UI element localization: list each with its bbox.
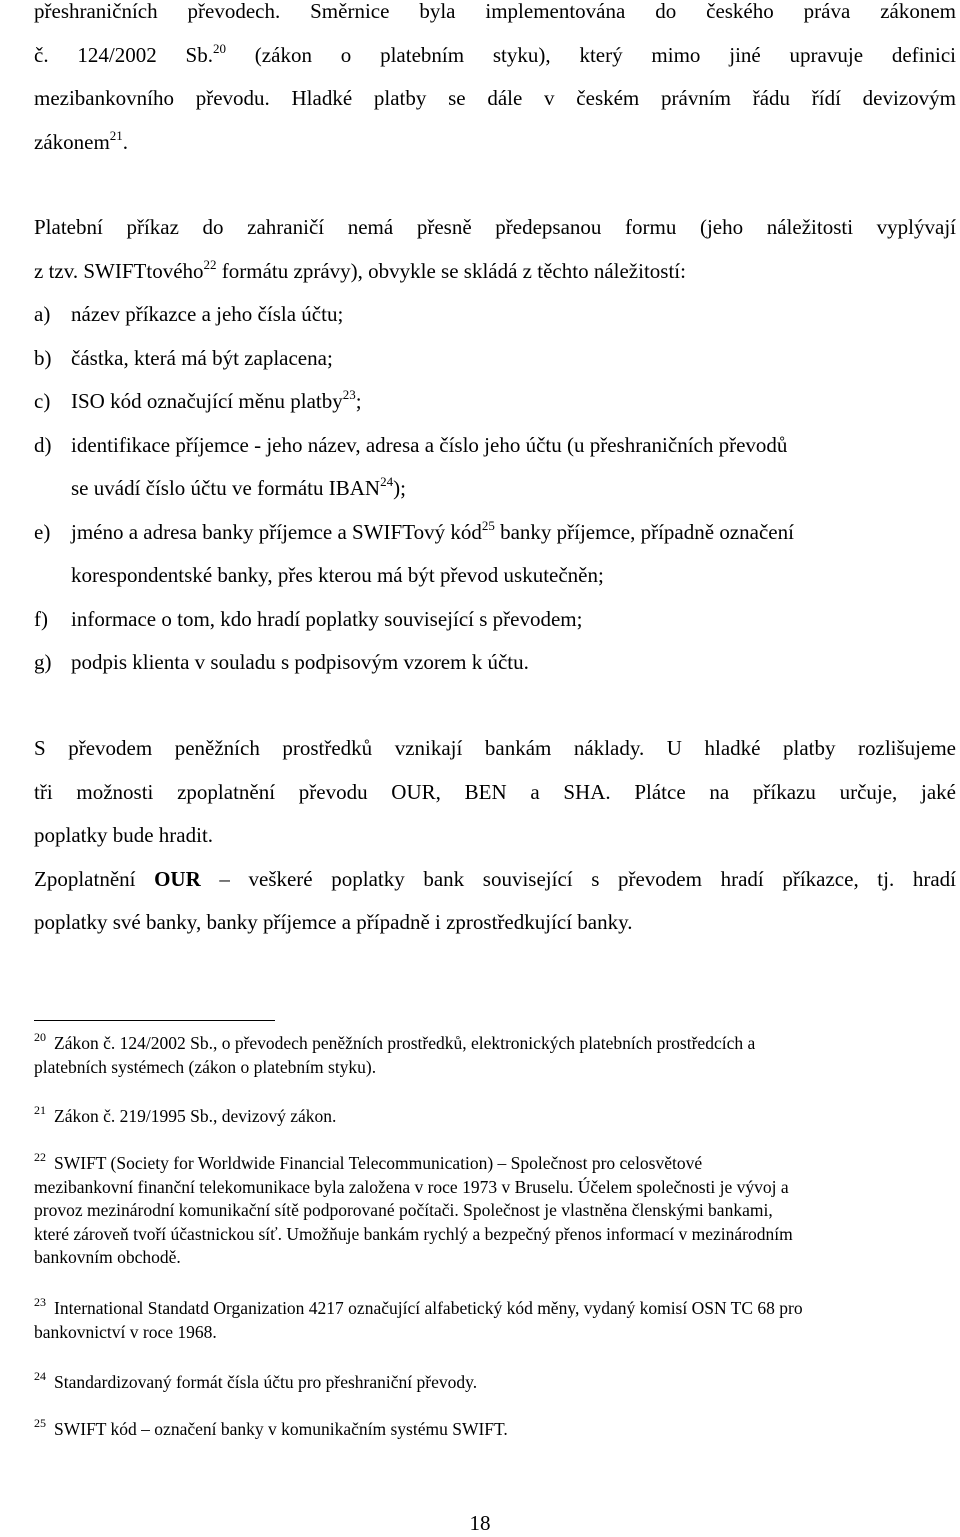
intro-line-2: č. 124/2002 Sb.$^{20}$ (zákon o platebním styku), který mimo jiné upravuje definici — [34, 40, 956, 67]
list-item-g: g) podpis klienta v souladu s podpisovým vzorem k účtu. — [34, 650, 529, 674]
intro-paragraph — [34, 0, 956, 164]
payment-order-section — [34, 206, 956, 685]
intro-line-4: zákonem$^{21}$. — [34, 127, 129, 154]
footnote-ref-21: 21 — [109, 127, 123, 143]
list-item-f: f) informace o tom, kdo hradí poplatky související s převodem; — [34, 606, 583, 631]
footnote-22: $^{22}$ SWIFT (Society for Worldwide Financial Telecommunication) – Společnost pro celosvětové mezibankovní finanční telekomunikace byla založena v roce 1973 v Bruselu. Účelem společnosti je vývoj a provoz mezinárodní komunikační sítě podporované počítači. Společnost je vlastněna členskými bankami, které zároveň tvoří účastnickou síť. Umožňuje bankám rychlý a bezpečný přenos informací v mezinárodním bankovním obchodě. — [34, 1150, 793, 1268]
footnote-24: $^{24}$ Standardizovaný formát čísla účtu pro přeshraniční převody. — [34, 1369, 478, 1392]
footnote-20: $^{20}$ Zákon č. 124/2002 Sb., o převodech peněžních prostředků, elektronických platebních prostředcích a platebních systémech (zákon o platebním styku). — [34, 1030, 756, 1077]
costs-paragraph — [34, 727, 956, 945]
costs-line-2: tři možnosti zpoplatnění převodu OUR, BEN a SHA. Plátce na příkazu určuje, jaké — [34, 779, 956, 804]
list-item-a: a) název příkazce a jeho čísla účtu; — [34, 302, 344, 326]
our-line-1: Zpoplatnění OUR – veškeré poplatky bank související s převodem hradí příkazce, tj. hradí — [34, 866, 956, 891]
our-term: OUR — [154, 866, 201, 891]
footnote-25: $^{25}$ SWIFT kód – označení banky v komunikačním systému SWIFT. — [34, 1416, 508, 1439]
footnote-separator — [34, 1020, 275, 1021]
intro-line-3: mezibankovního převodu. Hladké platby se dále v českém právním řádu řídí devizovým — [34, 86, 956, 110]
footnote-ref-23: 23 — [342, 387, 356, 402]
list-item-e: e) jméno a adresa banky příjemce a SWIFTový kód$^{25}$ banky příjemce, případně označení korespondentské banky, přes kterou má být převod uskutečněn; — [34, 517, 794, 587]
footnote-ref-24: 24 — [380, 474, 394, 489]
payment-order-line-1: Platební příkaz do zahraničí nemá přesně předepsanou formu (jeho náležitosti vyplývají — [34, 215, 956, 239]
our-line-2: poplatky své banky, banky příjemce a případně i zprostředkující banky. — [34, 910, 633, 934]
list-item-b: b) částka, která má být zaplacena; — [34, 345, 333, 370]
costs-line-3: poplatky bude hradit. — [34, 823, 214, 847]
intro-line-1: přeshraničních převodech. Směrnice byla implementována do českého práva zákonem — [34, 0, 956, 23]
costs-line-1: S převodem peněžních prostředků vznikají bankám náklady. U hladké platby rozlišujeme — [34, 736, 956, 760]
list-item-c: c) ISO kód označující měnu platby$^{23}$; — [34, 387, 362, 413]
payment-order-requirements-list — [34, 293, 956, 685]
list-item-d: d) identifikace příjemce - jeho název, adresa a číslo jeho účtu (u přeshraničních převodů se uvádí číslo účtu ve formátu IBAN$^{24}$); — [34, 432, 788, 500]
footnote-ref-25: 25 — [481, 517, 495, 533]
footnote-ref-22: 22 — [203, 256, 217, 272]
footnote-ref-20: 20 — [212, 40, 226, 56]
page-number: 18 — [469, 1511, 491, 1535]
footnote-21: $^{21}$ Zákon č. 219/1995 Sb., devizový zákon. — [34, 1103, 337, 1126]
payment-order-line-2: z tzv. SWIFTtového$^{22}$ formátu zprávy), obvykle se skládá z těchto náležitostí: — [34, 256, 686, 283]
footnote-23: $^{23}$ International Standatd Organization 4217 označující alfabetický kód měny, vydaný komisí OSN TC 68 pro bankovnictví v roce 1968. — [34, 1295, 803, 1342]
